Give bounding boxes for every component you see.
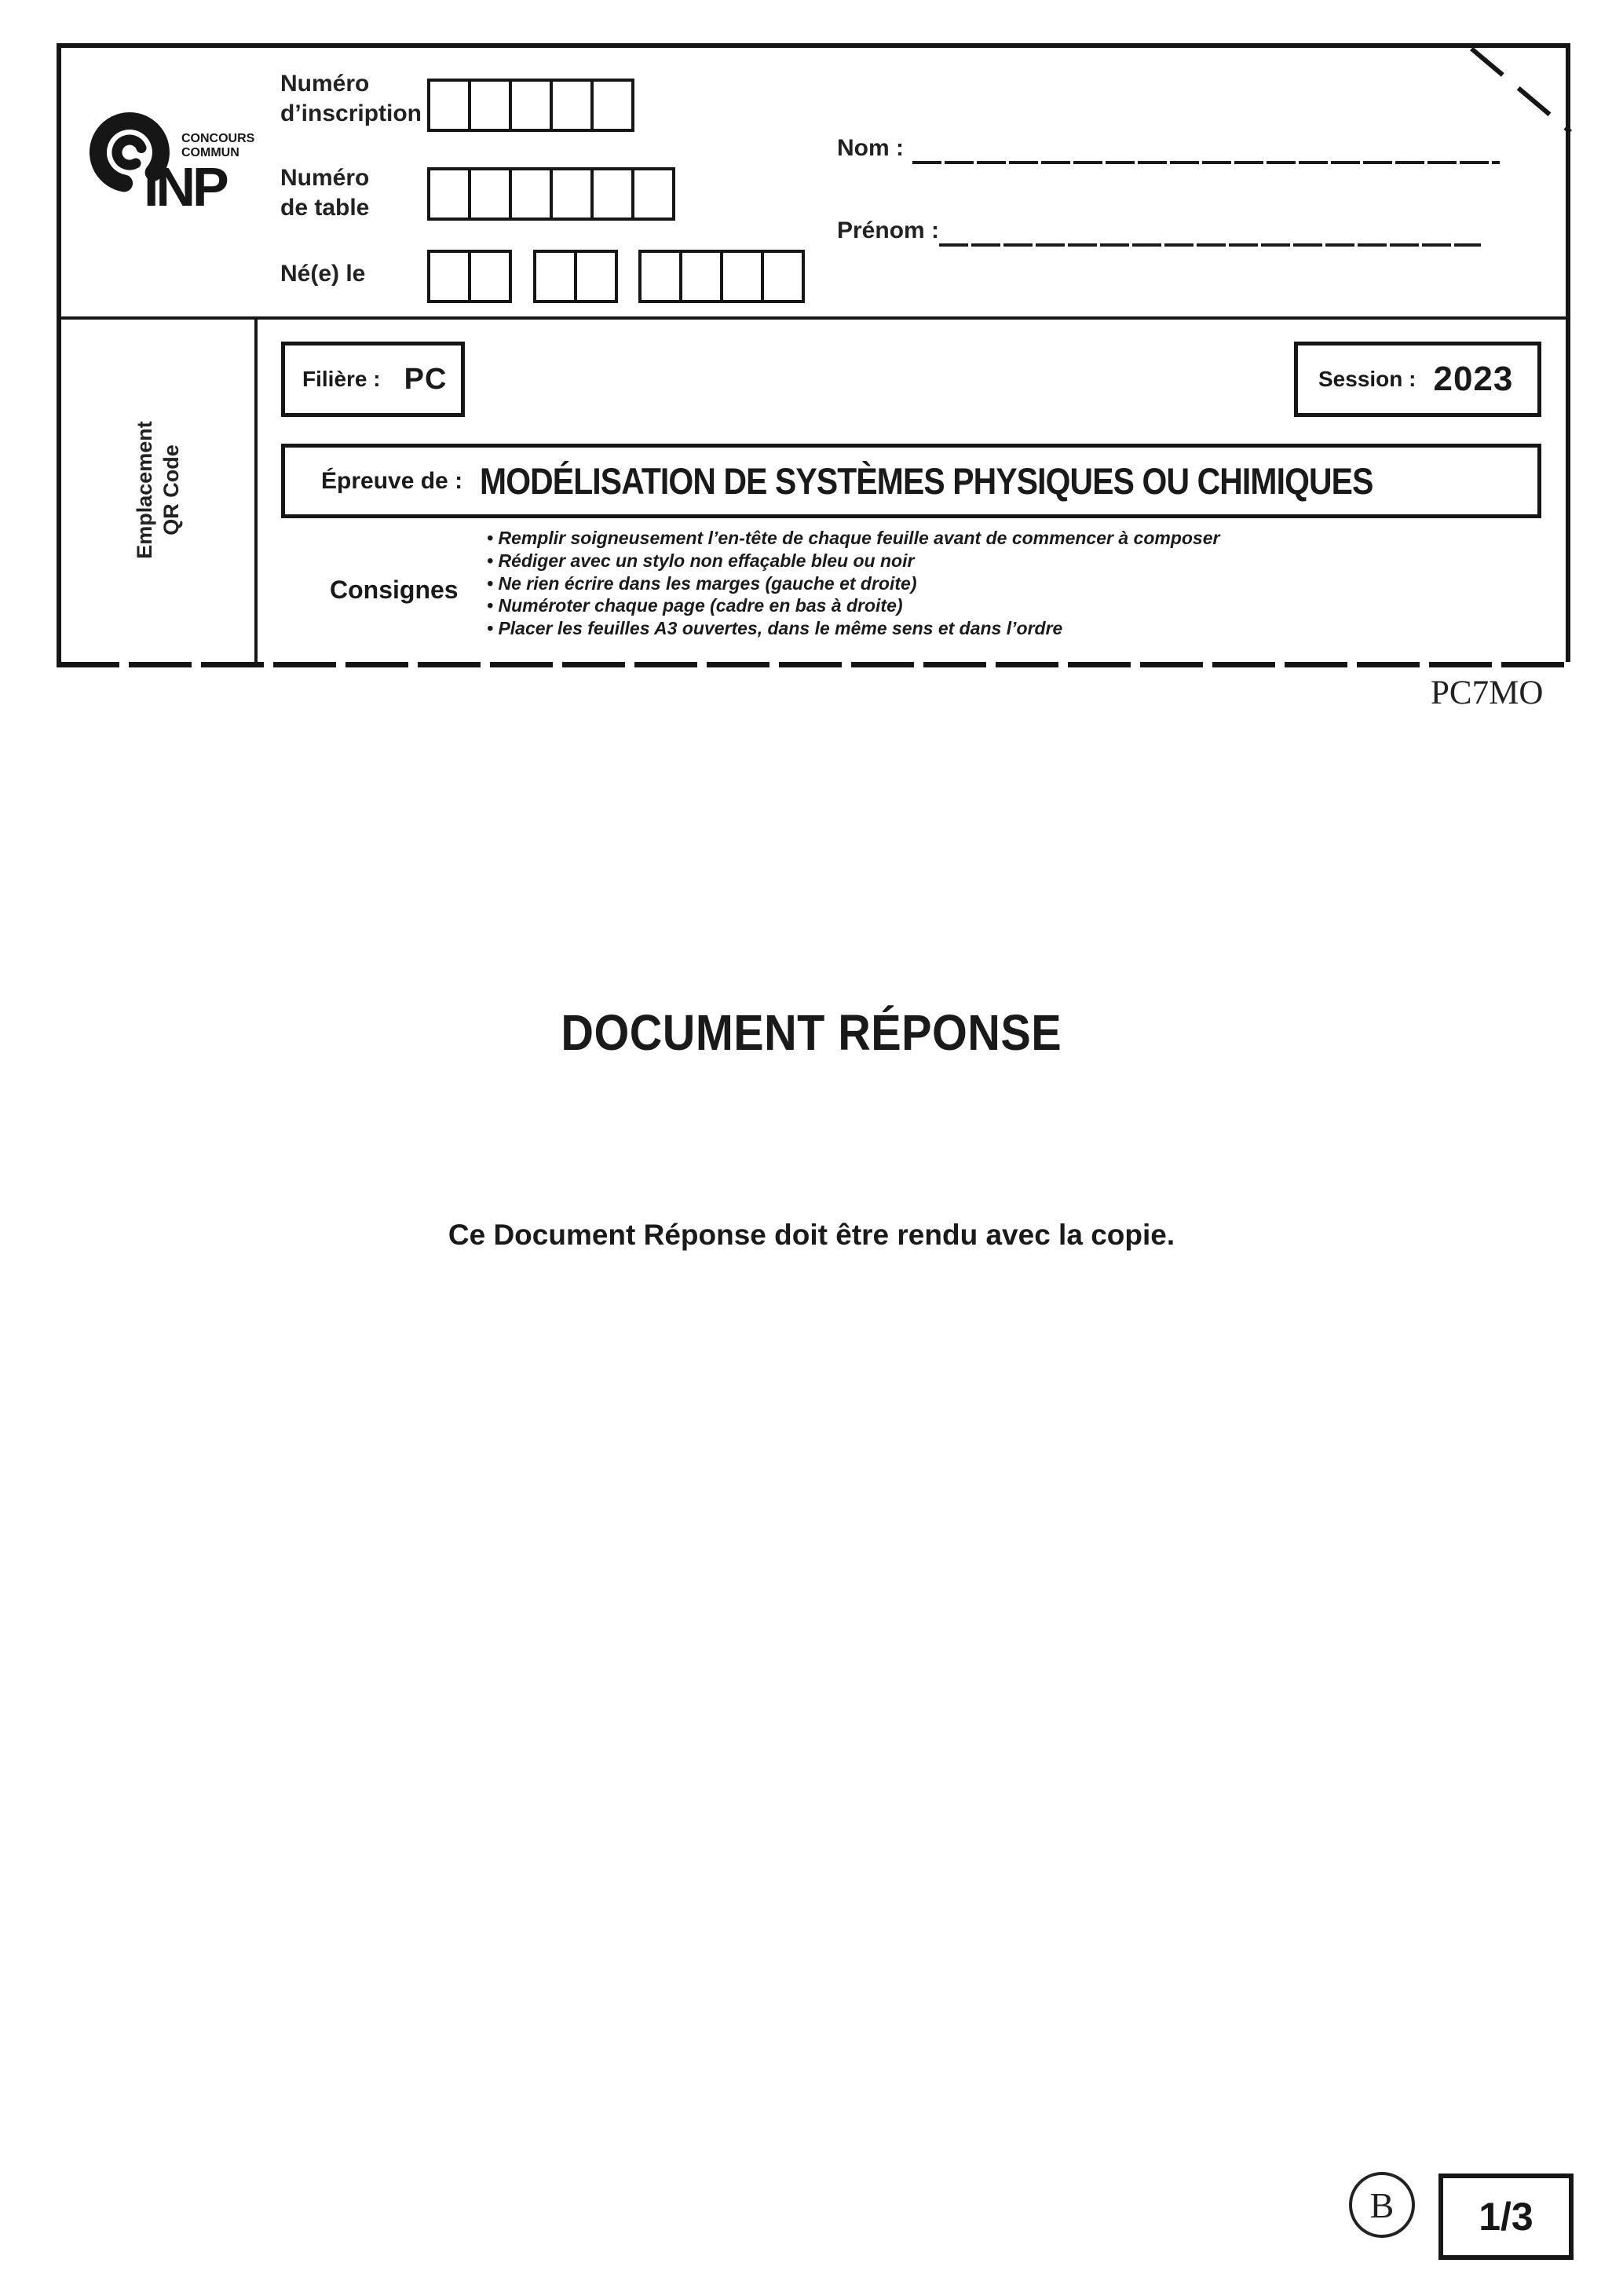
table-number-boxes	[427, 167, 675, 221]
subject-code: PC7MO	[1431, 675, 1544, 711]
qr-label-line1: Emplacement	[132, 421, 156, 559]
filiere-box	[281, 342, 465, 417]
birthdate-box-cell	[533, 250, 577, 303]
birthdate-box-cell	[720, 250, 764, 303]
inscription-label-line2: d’inscription	[280, 101, 422, 126]
consignes-label: Consignes	[330, 576, 459, 604]
table-box-cell	[509, 167, 553, 221]
table-box-cell	[468, 167, 512, 221]
first-name-write-line	[939, 243, 1481, 247]
consigne-item: • Placer les feuilles A3 ouvertes, dans le même sens et dans l’ordre	[487, 617, 1429, 640]
epreuve-box	[281, 444, 1541, 518]
variant-letter-badge	[1349, 2172, 1415, 2238]
table-number-label	[280, 163, 369, 223]
page-number: 1/3	[1479, 2195, 1533, 2239]
inscription-number-boxes	[427, 79, 634, 132]
header-frame-dashed-bottom-edge	[57, 662, 1570, 667]
birthdate-day-boxes	[427, 250, 512, 303]
document-title-text: DOCUMENT RÉPONSE	[561, 1004, 1062, 1061]
variant-letter: B	[1369, 2184, 1395, 2225]
birthdate-box-cell	[679, 250, 723, 303]
table-box-cell	[550, 167, 594, 221]
birthdate-month-boxes	[533, 250, 618, 303]
ccinp-logo	[89, 104, 261, 218]
session-label: Session :	[1318, 367, 1416, 391]
birthdate-box-cell	[761, 250, 805, 303]
consignes-list	[487, 527, 1429, 640]
logo-text-commun: COMMUN	[181, 146, 239, 159]
table-box-cell	[427, 167, 471, 221]
logo-text-inp: INP	[144, 156, 226, 218]
table-label-line1: Numéro	[280, 165, 370, 191]
birthdate-box-cell	[574, 250, 618, 303]
first-name-label: Prénom :	[837, 218, 940, 243]
consigne-item: • Remplir soigneusement l’en-tête de chaque feuille avant de commencer à composer	[487, 527, 1429, 550]
table-box-cell	[631, 167, 675, 221]
qr-code-placement-zone	[61, 318, 254, 662]
session-box	[1294, 342, 1541, 417]
birthdate-box-cell	[638, 250, 682, 303]
qr-code-placement-label	[131, 421, 185, 559]
document-title	[0, 1004, 1623, 1062]
birthdate-label: Né(e) le	[280, 261, 366, 287]
session-value: 2023	[1433, 360, 1514, 398]
logo-text-concours: CONCOURS	[181, 132, 255, 145]
last-name-write-line	[912, 161, 1500, 164]
inscription-label-line1: Numéro	[280, 71, 370, 97]
table-label-line2: de table	[280, 195, 370, 221]
birthdate-box-cell	[468, 250, 512, 303]
consigne-item: • Ne rien écrire dans les marges (gauche et droite)	[487, 572, 1429, 595]
header-horizontal-divider	[57, 316, 1570, 320]
inscription-box-cell	[468, 79, 512, 132]
inscription-number-label	[280, 69, 422, 129]
birthdate-year-boxes	[638, 250, 805, 303]
corner-cut-mark-icon	[1465, 46, 1575, 137]
qr-label-line2: QR Code	[159, 444, 183, 536]
table-box-cell	[590, 167, 634, 221]
filiere-label: Filière :	[302, 367, 381, 391]
epreuve-label: Épreuve de :	[321, 467, 463, 494]
last-name-label: Nom :	[837, 135, 904, 161]
birthdate-box-cell	[427, 250, 471, 303]
inscription-box-cell	[590, 79, 634, 132]
consigne-item: • Numéroter chaque page (cadre en bas à droite)	[487, 594, 1429, 617]
consigne-item: • Rédiger avec un stylo non effaçable bleu ou noir	[487, 550, 1429, 572]
page-number-box	[1438, 2174, 1574, 2260]
qr-column-divider	[254, 316, 258, 662]
inscription-box-cell	[550, 79, 594, 132]
inscription-box-cell	[509, 79, 553, 132]
epreuve-title: MODÉLISATION DE SYSTÈMES PHYSIQUES OU CHIMIQUES	[480, 460, 1373, 502]
document-subtitle: Ce Document Réponse doit être rendu avec la copie.	[448, 1219, 1175, 1251]
filiere-value: PC	[404, 362, 448, 396]
inscription-box-cell	[427, 79, 471, 132]
